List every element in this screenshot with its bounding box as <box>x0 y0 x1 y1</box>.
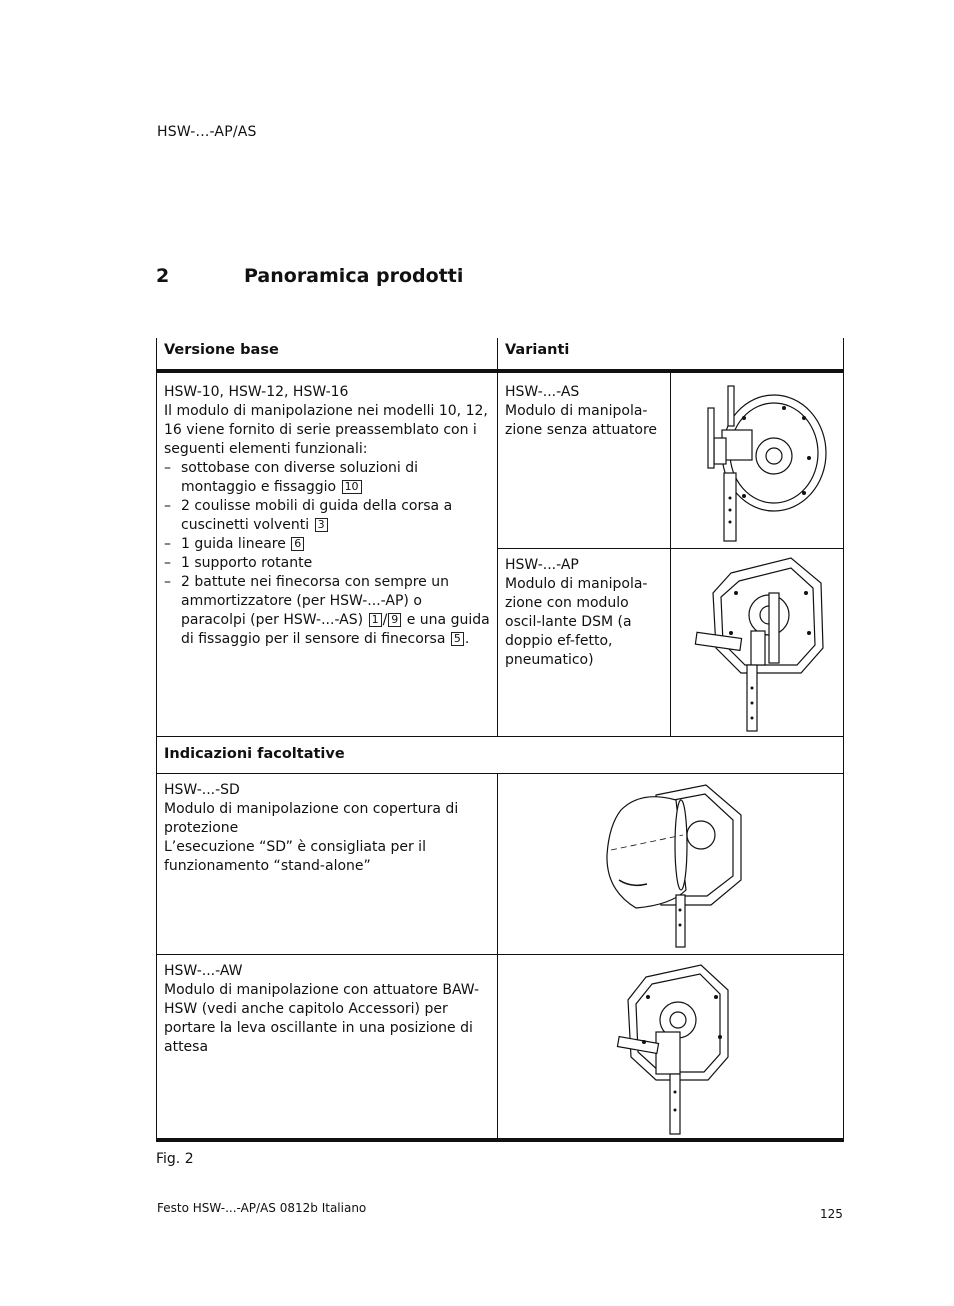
variant-description: Modulo di manipola-zione senza attuatore <box>505 403 658 438</box>
ref-number-box: 6 <box>291 537 304 551</box>
hsw-sd-illustration <box>601 780 751 950</box>
optional-header-top-rule <box>156 736 844 737</box>
variant-description: Modulo di manipola-zione con modulo oscil-lante DSM (a doppio ef-fetto, pneumatico) <box>505 576 648 668</box>
optional-header: Indicazioni facoltative <box>164 746 345 762</box>
variant-image-divider <box>670 371 671 737</box>
running-head: HSW-...-AP/AS <box>157 124 257 140</box>
variant-as-cell <box>505 383 665 440</box>
feature-list <box>164 459 490 649</box>
option-description: Modulo di manipolazione con attuatore BAW-HSW (vedi anche capitolo Accessori) per portare la leva oscillante in una posizione di attesa <box>164 982 480 1055</box>
list-item: – 2 coulisse mobili di guida della corsa a cuscinetti volventi 3 <box>164 498 453 533</box>
header-base-version: Versione base <box>164 342 279 358</box>
variant-code: HSW-...-AS <box>505 384 580 400</box>
ref-number-box: 3 <box>315 518 328 532</box>
option-code: HSW-...-SD <box>164 782 240 798</box>
option-note: L’esecuzione “SD” è consigliata per il funzionamento “stand-alone” <box>164 839 426 874</box>
section-title: Panoramica prodotti <box>244 265 464 287</box>
page-number: 125 <box>820 1207 843 1221</box>
header-rule <box>156 369 844 373</box>
table-border-right <box>843 338 844 1142</box>
list-item: – 1 supporto rotante <box>164 555 313 571</box>
hsw-ap-illustration <box>691 553 831 733</box>
section-number: 2 <box>156 265 170 287</box>
list-item: – 2 battute nei finecorsa con sempre un ammortizzatore (per HSW-...-AP) o paracolpi (per HSW-...-AS) 1 / 9 e una guida di fissaggio per il sensore di finecorsa 5 . <box>164 574 490 647</box>
column-divider <box>497 338 498 737</box>
base-title: HSW-10, HSW-12, HSW-16 <box>164 384 349 400</box>
footer-document-id: Festo HSW-...-AP/AS 0812b Italiano <box>157 1201 367 1215</box>
ref-number-box: 10 <box>342 480 362 494</box>
option-code: HSW-...-AW <box>164 963 243 979</box>
optional-header-bottom-rule <box>156 773 844 774</box>
figure-label: Fig. 2 <box>156 1151 194 1167</box>
header-variants: Varianti <box>505 342 570 358</box>
option-sd-cell <box>164 781 490 876</box>
option-aw-cell <box>164 962 490 1057</box>
table-bottom-rule <box>156 1138 844 1142</box>
hsw-aw-illustration <box>616 962 736 1137</box>
ref-number-box: 1 <box>369 613 382 627</box>
ref-number-box: 5 <box>451 632 464 646</box>
variant-code: HSW-...-AP <box>505 557 579 573</box>
product-overview-table <box>156 338 844 1142</box>
optional-row-divider <box>156 954 844 955</box>
list-item: – sottobase con diverse soluzioni di montaggio e fissaggio 10 <box>164 460 419 495</box>
table-border-left <box>156 338 157 1142</box>
list-item: – 1 guida lineare 6 <box>164 535 490 554</box>
base-intro: Il modulo di manipolazione nei modelli 10, 12, 16 viene fornito di serie preassemblato con i seguenti elementi funzionali: <box>164 403 488 457</box>
base-version-cell <box>164 383 490 649</box>
variant-row-divider <box>497 548 844 549</box>
variant-ap-cell <box>505 556 665 670</box>
ref-number-box: 9 <box>388 613 401 627</box>
hsw-as-illustration <box>684 378 834 543</box>
option-description: Modulo di manipolazione con copertura di protezione <box>164 801 459 836</box>
optional-column-divider <box>497 773 498 1139</box>
